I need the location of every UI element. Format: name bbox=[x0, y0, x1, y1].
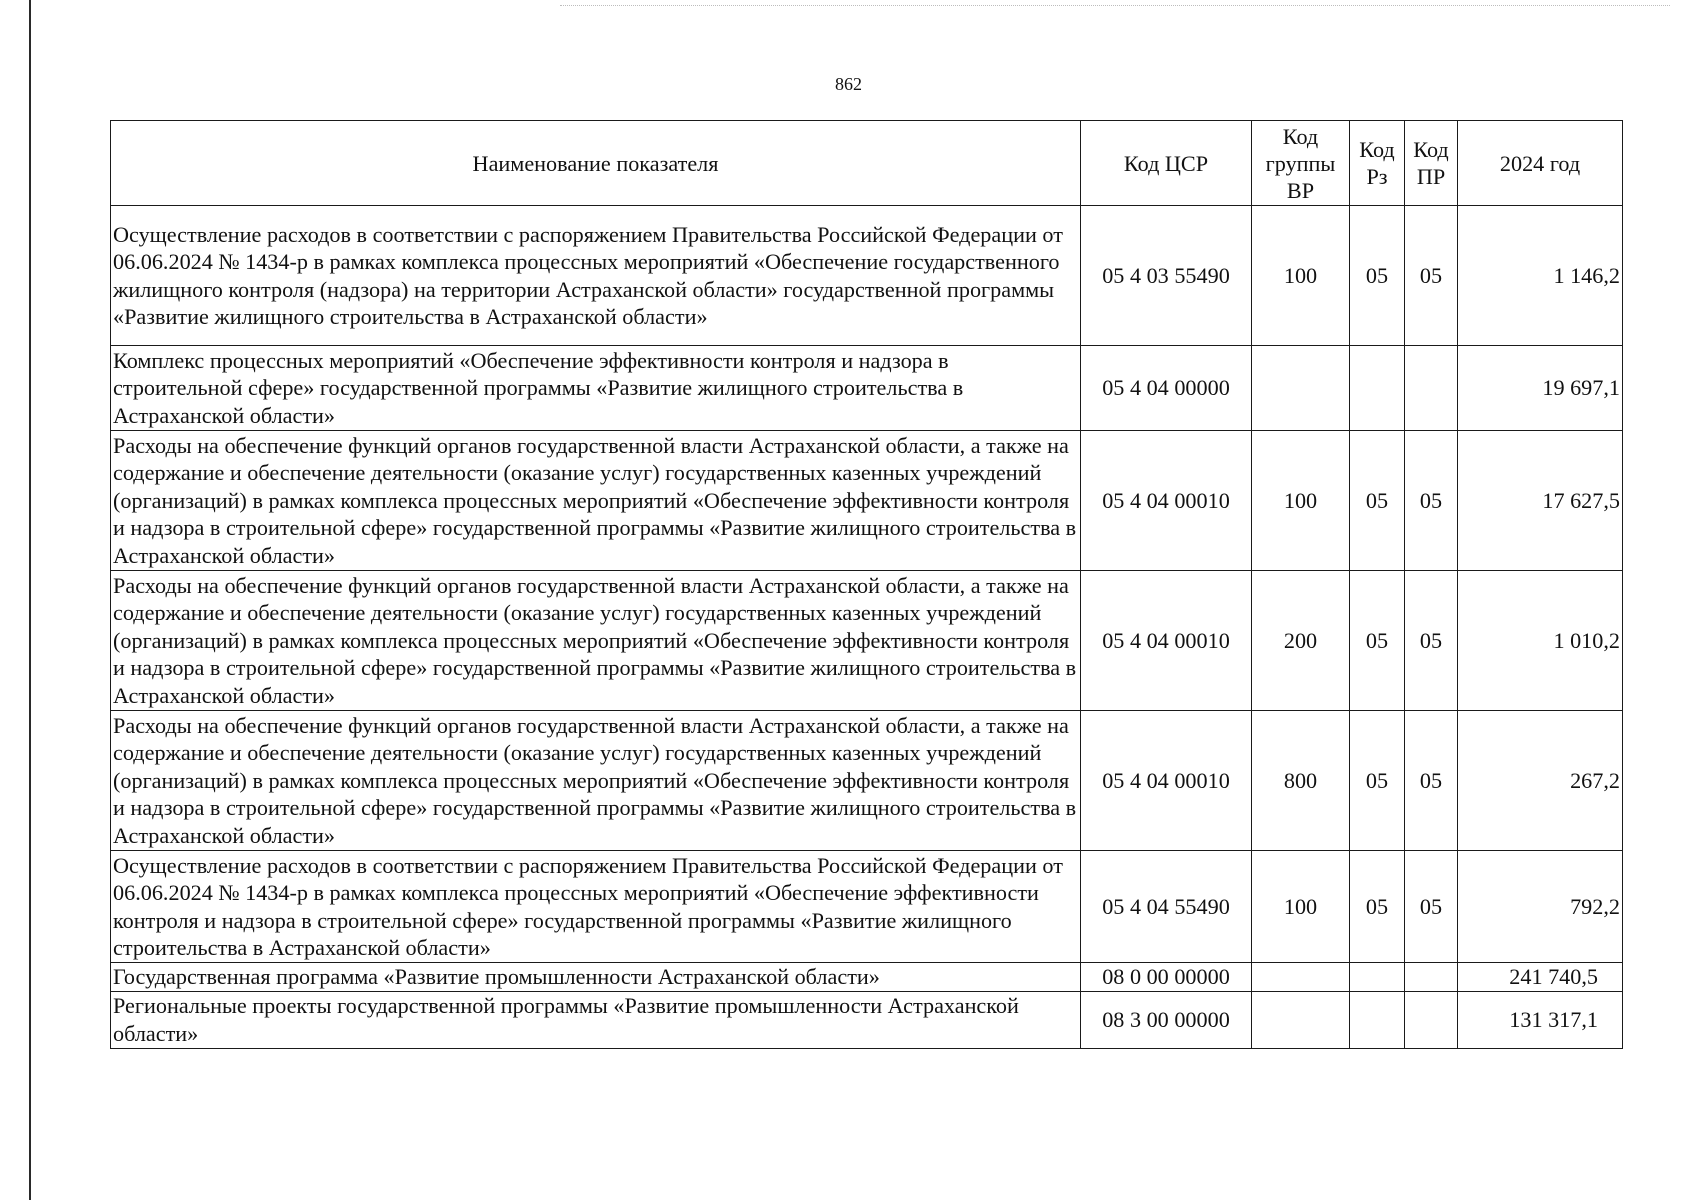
table-row bbox=[111, 346, 1623, 431]
row-vr-cell: 100 bbox=[1252, 206, 1350, 346]
row-csr-cell: 05 4 04 00000 bbox=[1081, 346, 1252, 431]
row-amount-cell: 241 740,5 bbox=[1458, 963, 1623, 992]
row-name-cell: Расходы на обеспечение функций органов государственной власти Астраханской области, а также на содержание и обеспечение деятельности (оказание услуг) государственных казенных учреждений (организаций) в рамках комплекса процессных мероприятий «Обеспечение эффективности контроля и надзора в строительной сфере» государственной программы «Развитие жилищного строительства в Астраханской области» bbox=[111, 431, 1081, 571]
row-csr-cell: 05 4 03 55490 bbox=[1081, 206, 1252, 346]
row-vr-cell: 100 bbox=[1252, 431, 1350, 571]
row-rz-cell: 05 bbox=[1350, 851, 1405, 963]
row-rz-cell bbox=[1350, 963, 1405, 992]
row-csr-cell: 05 4 04 00010 bbox=[1081, 571, 1252, 711]
row-pr-cell: 05 bbox=[1405, 571, 1458, 711]
row-csr-cell: 05 4 04 55490 bbox=[1081, 851, 1252, 963]
scan-artifact-line bbox=[560, 5, 1670, 6]
row-name-cell: Осуществление расходов в соответствии с распоряжением Правительства Российской Федерации от 06.06.2024 № 1434-р в рамках комплекса процессных мероприятий «Обеспечение государственного жилищного контроля (надзора) на территории Астраханской области» государственной программы «Развитие жилищного строительства в Астраханской области» bbox=[111, 206, 1081, 346]
table-row bbox=[111, 571, 1623, 711]
row-pr-cell: 05 bbox=[1405, 431, 1458, 571]
table-row bbox=[111, 206, 1623, 346]
row-csr-cell: 08 0 00 00000 bbox=[1081, 963, 1252, 992]
budget-table bbox=[110, 120, 1623, 1049]
row-pr-cell bbox=[1405, 346, 1458, 431]
row-name-cell: Расходы на обеспечение функций органов государственной власти Астраханской области, а также на содержание и обеспечение деятельности (оказание услуг) государственных казенных учреждений (организаций) в рамках комплекса процессных мероприятий «Обеспечение эффективности контроля и надзора в строительной сфере» государственной программы «Развитие жилищного строительства в Астраханской области» bbox=[111, 571, 1081, 711]
row-rz-cell bbox=[1350, 346, 1405, 431]
row-amount-cell: 1 010,2 bbox=[1458, 571, 1623, 711]
header-vr-code: Код группы ВР bbox=[1252, 121, 1350, 206]
table-row bbox=[111, 711, 1623, 851]
row-rz-cell: 05 bbox=[1350, 711, 1405, 851]
row-name-cell: Осуществление расходов в соответствии с распоряжением Правительства Российской Федерации от 06.06.2024 № 1434-р в рамках комплекса процессных мероприятий «Обеспечение эффективности контроля и надзора в строительной сфере» государственной программы «Развитие жилищного строительства в Астраханской области» bbox=[111, 851, 1081, 963]
table-row bbox=[111, 991, 1623, 1048]
row-vr-cell bbox=[1252, 963, 1350, 992]
binding-margin-line bbox=[29, 0, 31, 1200]
row-name-cell: Региональные проекты государственной программы «Развитие промышленности Астраханской области» bbox=[111, 991, 1081, 1048]
row-amount-cell: 267,2 bbox=[1458, 711, 1623, 851]
row-pr-cell: 05 bbox=[1405, 851, 1458, 963]
row-rz-cell bbox=[1350, 991, 1405, 1048]
row-pr-cell bbox=[1405, 963, 1458, 992]
row-rz-cell: 05 bbox=[1350, 571, 1405, 711]
row-amount-cell: 19 697,1 bbox=[1458, 346, 1623, 431]
row-amount-cell: 1 146,2 bbox=[1458, 206, 1623, 346]
row-rz-cell: 05 bbox=[1350, 206, 1405, 346]
row-rz-cell: 05 bbox=[1350, 431, 1405, 571]
row-vr-cell: 200 bbox=[1252, 571, 1350, 711]
header-name: Наименование показателя bbox=[111, 121, 1081, 206]
table-row bbox=[111, 963, 1623, 992]
table-row bbox=[111, 431, 1623, 571]
row-pr-cell: 05 bbox=[1405, 206, 1458, 346]
row-name-cell: Государственная программа «Развитие промышленности Астраханской области» bbox=[111, 963, 1081, 992]
table-row bbox=[111, 851, 1623, 963]
header-year-2024: 2024 год bbox=[1458, 121, 1623, 206]
row-csr-cell: 05 4 04 00010 bbox=[1081, 431, 1252, 571]
row-amount-cell: 792,2 bbox=[1458, 851, 1623, 963]
page-number: 862 bbox=[835, 74, 862, 94]
header-rz-code: Код Рз bbox=[1350, 121, 1405, 206]
row-name-cell: Расходы на обеспечение функций органов государственной власти Астраханской области, а также на содержание и обеспечение деятельности (оказание услуг) государственных казенных учреждений (организаций) в рамках комплекса процессных мероприятий «Обеспечение эффективности контроля и надзора в строительной сфере» государственной программы «Развитие жилищного строительства в Астраханской области» bbox=[111, 711, 1081, 851]
row-csr-cell: 05 4 04 00010 bbox=[1081, 711, 1252, 851]
header-pr-code: Код ПР bbox=[1405, 121, 1458, 206]
row-csr-cell: 08 3 00 00000 bbox=[1081, 991, 1252, 1048]
row-pr-cell: 05 bbox=[1405, 711, 1458, 851]
header-csr-code: Код ЦСР bbox=[1081, 121, 1252, 206]
row-vr-cell bbox=[1252, 991, 1350, 1048]
row-vr-cell: 100 bbox=[1252, 851, 1350, 963]
row-vr-cell bbox=[1252, 346, 1350, 431]
table-header-row bbox=[111, 121, 1623, 206]
row-vr-cell: 800 bbox=[1252, 711, 1350, 851]
row-name-cell: Комплекс процессных мероприятий «Обеспечение эффективности контроля и надзора в строительной сфере» государственной программы «Развитие жилищного строительства в Астраханской области» bbox=[111, 346, 1081, 431]
row-pr-cell bbox=[1405, 991, 1458, 1048]
row-amount-cell: 131 317,1 bbox=[1458, 991, 1623, 1048]
row-amount-cell: 17 627,5 bbox=[1458, 431, 1623, 571]
